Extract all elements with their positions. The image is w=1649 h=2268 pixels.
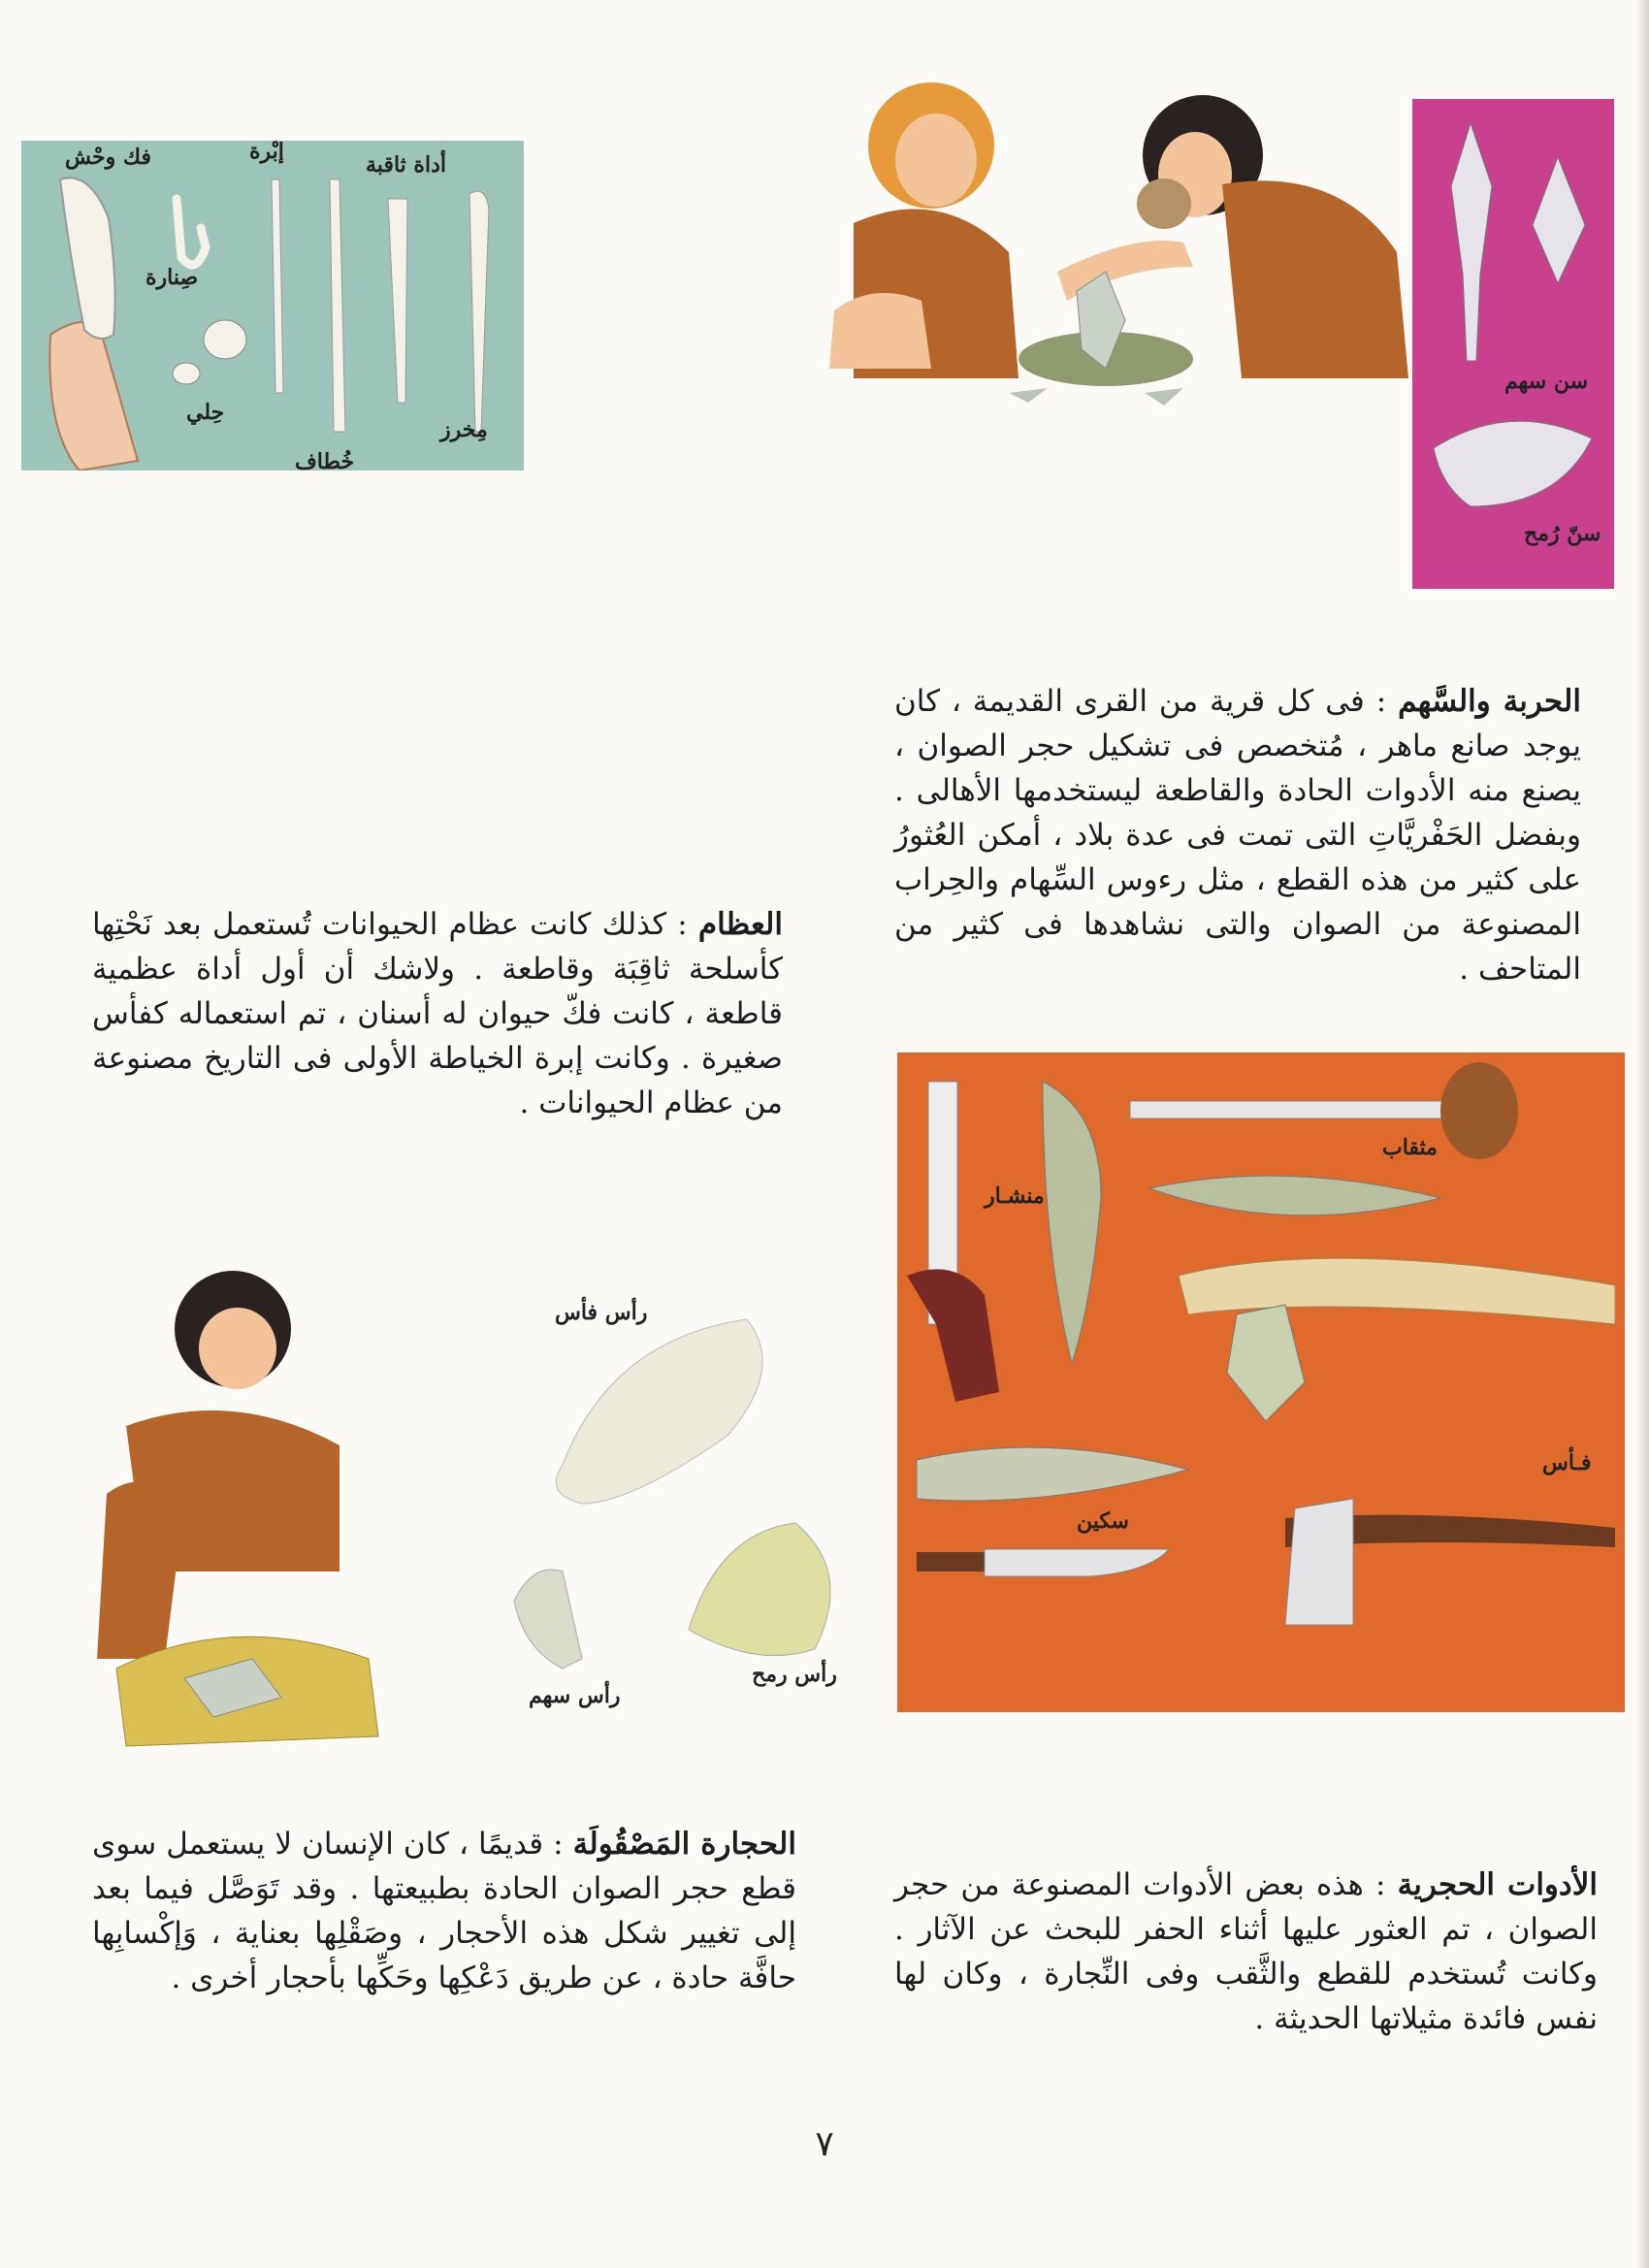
- label-arrow-head: رأس سهم: [529, 1683, 621, 1708]
- awl-icon: [388, 199, 407, 403]
- label-hook: صِنارة: [146, 265, 199, 290]
- arrow-tip-icon: [1451, 123, 1492, 361]
- label-harpoon: خُطاف: [295, 449, 355, 470]
- polishing-illustration: [87, 1251, 456, 1756]
- label-jaw: فك وحْش: [65, 145, 151, 170]
- polished-heading: الحجارة المَصْقُولَة: [572, 1827, 796, 1862]
- flint-knapping-illustration: [815, 58, 1408, 417]
- cavemen-drawing: [815, 58, 1408, 417]
- label-knife: سكين: [1077, 1508, 1129, 1534]
- piercer-icon: [469, 191, 489, 432]
- needle-icon: [272, 179, 283, 393]
- spear-head-icon: [689, 1523, 830, 1656]
- arrowheads-drawing: [1412, 99, 1614, 589]
- label-axe-head: رأس فأس: [555, 1300, 648, 1325]
- stone-tools-paragraph: [894, 1863, 1598, 2041]
- polishing-boy-drawing: [87, 1251, 456, 1756]
- label-saw: منشـار: [985, 1183, 1045, 1209]
- stone-tools-body: : هذه بعض الأدوات المصنوعة من حجر الصوان ، تم العثور عليها أثناء الحفر للبحث عن الآثار . وكانت تُستخدم للقطع والثَّقب وفى النِّجارة ، وكان لها نفس فائدة مثيلاتها الحديثة .: [894, 1867, 1598, 2036]
- stone-tools-drawing: [897, 1053, 1625, 1712]
- label-awl-tool: أداة ثاقبة: [366, 152, 446, 178]
- polished-stones-paragraph: [92, 1822, 796, 2000]
- page-edge-shadow: [1635, 0, 1649, 2268]
- bone-tools-illustration: [21, 141, 524, 470]
- label-spear-head: رأس رمح: [752, 1662, 837, 1687]
- stone-tools-heading: الأدوات الحجرية: [1397, 1867, 1598, 1902]
- bones-heading: العظام: [697, 907, 783, 942]
- spear-body: : فى كل قرية من القرى القديمة ، كان يوجد صانع ماهر ، مُتخصص فى تشكيل حجر الصوان ، يصنع منه الأدوات الحادة والقاطعة ليستخدمها الأهالى . وبفضل الحَفْريَّاتِ التى تمت فى عدة بلاد ، أمكن العُثورُ على كثير من هذه القطع ، مثل رءوس السِّهام والحِراب المصنوعة من الصوان والتى نشاهدها فى كثير من المتاحف .: [894, 684, 1581, 987]
- jaw-bone-icon: [60, 178, 115, 339]
- axe-head-icon: [556, 1319, 762, 1504]
- harpoon-icon: [330, 179, 345, 432]
- label-piercer: مِخرز: [440, 417, 488, 442]
- knife-icon: [917, 1447, 1188, 1501]
- spear-heading: الحربة والسَّهم: [1398, 684, 1581, 719]
- spear-arrow-paragraph: [894, 679, 1581, 991]
- polished-heads-illustration: [504, 1280, 892, 1736]
- label-needle: إبْرة: [249, 141, 284, 164]
- hook-icon: [177, 199, 206, 265]
- bones-paragraph: [92, 902, 783, 1125]
- label-spear-tip: سنّ رُمح: [1524, 521, 1601, 546]
- arrow-head-icon: [514, 1570, 582, 1669]
- polished-body: : قديمًا ، كان الإنسان لا يستعمل سوى قطع حجر الصوان الحادة بطبيعتها . وقد تَوَصَّل فيما بعد إلى تغيير شكل هذه الأحجار ، وصَقْلِها بعناية ، وَإكْسابِها حافَّة حادة ، عن طريق دَعْكِها وحَكِّها بأحجار أخرى .: [92, 1827, 796, 1995]
- label-arrow-tip: سن سهم: [1504, 369, 1589, 394]
- label-drill: مثقاب: [1382, 1135, 1438, 1160]
- spear-tip-icon: [1434, 421, 1592, 506]
- label-axe: فـأس: [1542, 1450, 1592, 1475]
- page-number: ٧: [815, 2124, 834, 2164]
- arrowheads-panel: [1412, 99, 1614, 589]
- stone-tools-illustration: [897, 1053, 1625, 1712]
- label-jewelry: حِلي: [186, 400, 225, 425]
- bones-body: : كذلك كانت عظام الحيوانات تُستعمل بعد نَحْتِها كأسلحة ثاقِبَة وقاطعة . ولاشك أن أول أداة عظمية قاطعة ، كانت فكّ حيوان له أسنان ، تم استعماله كفأس صغيرة . وكانت إبرة الخياطة الأولى فى التاريخ مصنوعة من عظام الحيوانات .: [92, 907, 783, 1120]
- drill-icon: [1130, 1101, 1460, 1118]
